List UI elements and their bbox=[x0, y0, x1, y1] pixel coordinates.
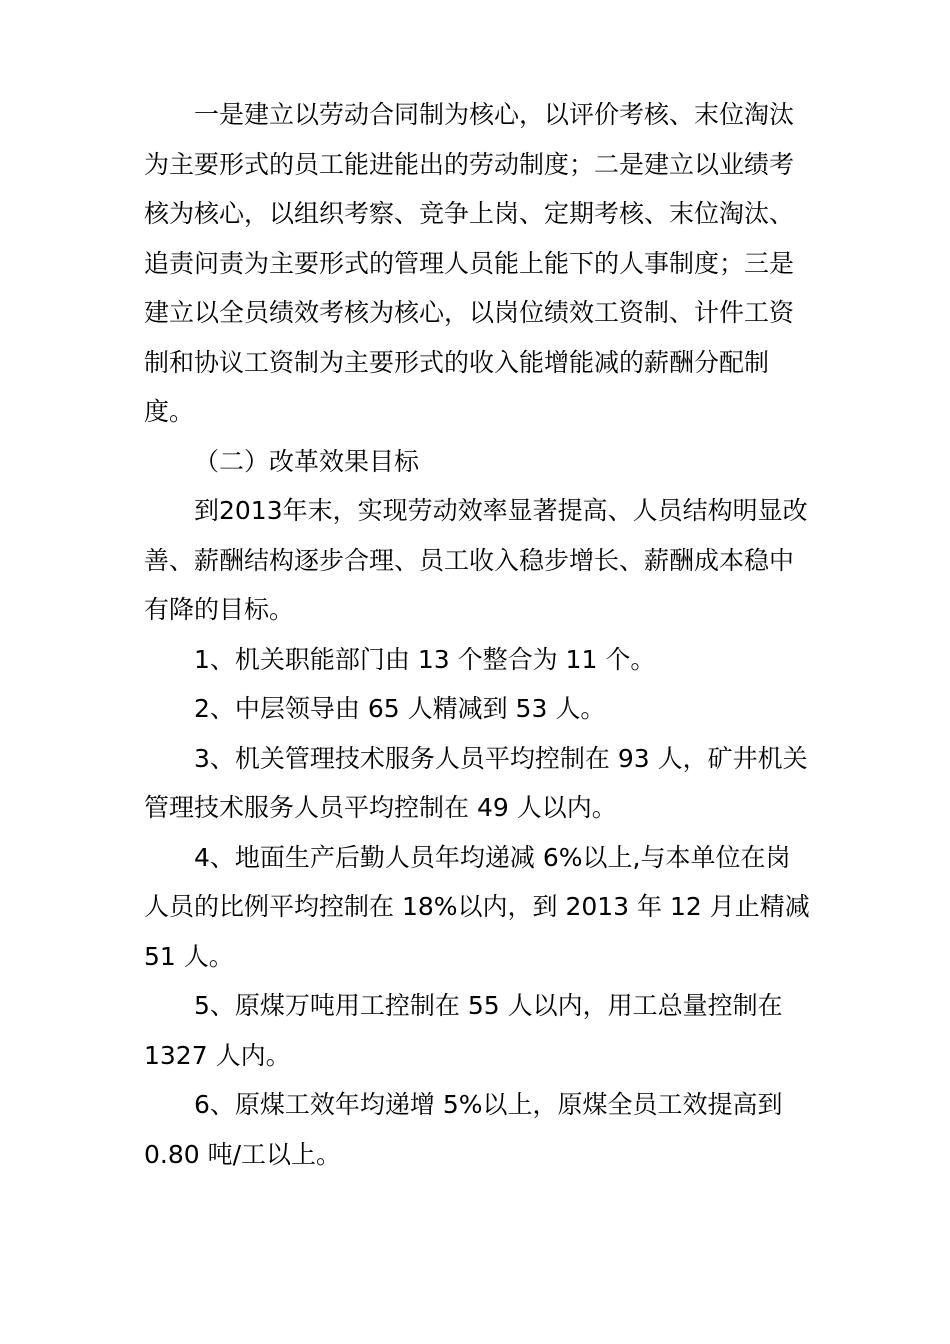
paragraph-line: 追责问责为主要形式的管理人员能上能下的人事制度；三是 bbox=[144, 249, 795, 278]
section-heading: （二）改革效果目标 bbox=[194, 447, 420, 476]
list-item: 人员的比例平均控制在 18%以内，到 2013 年 12 月止精减 bbox=[144, 892, 810, 921]
paragraph-line: 一是建立以劳动合同制为核心，以评价考核、末位淘汰 bbox=[194, 100, 795, 129]
list-item: 5、原煤万吨用工控制在 55 人以内，用工总量控制在 bbox=[194, 991, 783, 1020]
paragraph-line: 善、薪酬结构逐步合理、员工收入稳步增长、薪酬成本稳中 bbox=[144, 546, 795, 575]
list-item: 51 人。 bbox=[144, 942, 234, 971]
list-item: 6、原煤工效年均递增 5%以上，原煤全员工效提高到 bbox=[194, 1090, 783, 1119]
paragraph-line: 核为核心，以组织考察、竞争上岗、定期考核、末位淘汰、 bbox=[144, 199, 795, 228]
paragraph-line: 度。 bbox=[144, 397, 195, 426]
paragraph-line: 到2013年末，实现劳动效率显著提高、人员结构明显改 bbox=[194, 496, 808, 525]
list-item: 4、地面生产后勤人员年均递减 6%以上,与本单位在岗 bbox=[194, 843, 791, 872]
list-item: 3、机关管理技术服务人员平均控制在 93 人，矿井机关 bbox=[194, 744, 808, 773]
list-item: 0.80 吨/工以上。 bbox=[144, 1140, 342, 1169]
list-item: 1327 人内。 bbox=[144, 1041, 291, 1070]
paragraph-line: 建立以全员绩效考核为核心，以岗位绩效工资制、计件工资 bbox=[144, 298, 795, 327]
paragraph-line: 有降的目标。 bbox=[144, 595, 295, 624]
paragraph-line: 为主要形式的员工能进能出的劳动制度；二是建立以业绩考 bbox=[144, 150, 795, 179]
paragraph-line: 制和协议工资制为主要形式的收入能增能减的薪酬分配制 bbox=[144, 348, 770, 377]
list-item: 1、机关职能部门由 13 个整合为 11 个。 bbox=[194, 645, 656, 674]
list-item: 管理技术服务人员平均控制在 49 人以内。 bbox=[144, 793, 617, 822]
list-item: 2、中层领导由 65 人精减到 53 人。 bbox=[194, 694, 606, 723]
